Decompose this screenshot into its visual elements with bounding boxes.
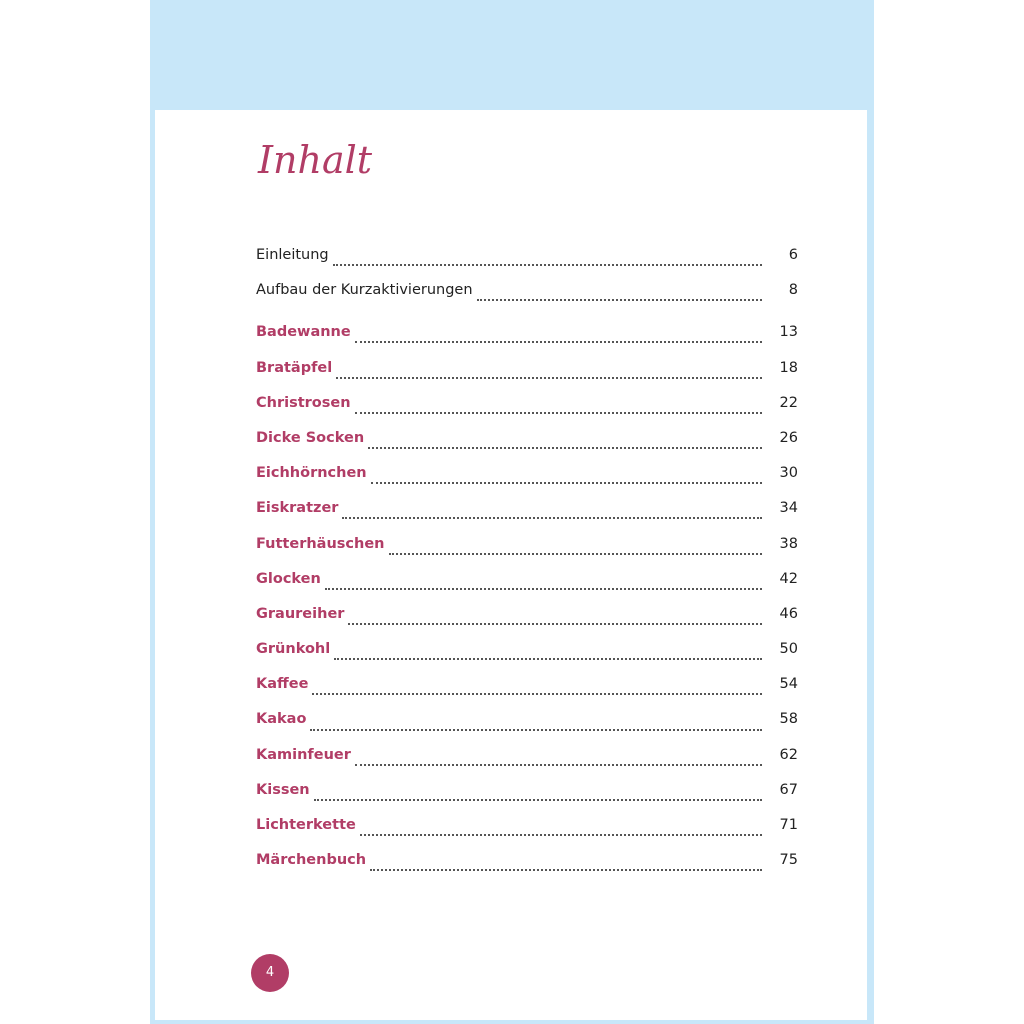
toc-entry-page: 58 [779,711,798,728]
toc-entry-label: Dicke Socken [256,429,365,446]
toc-entry-page: 34 [779,500,798,517]
toc-chapter-entry[interactable] [256,597,798,632]
dot-leader [312,693,762,695]
dot-leader [314,799,762,801]
toc-entry-label: Eiskratzer [256,500,339,517]
dot-leader [348,623,762,625]
dot-leader [336,377,762,379]
toc-entry-label: Einleitung [256,247,329,263]
toc-entry-label: Kakao [256,711,307,728]
toc-chapter-entry[interactable] [256,315,798,350]
toc-chapter-entry[interactable] [256,456,798,491]
dot-leader [371,482,762,484]
toc-entry-page: 26 [779,429,798,446]
toc-chapter-entry[interactable] [256,527,798,562]
dot-leader [355,341,762,343]
content-sheet [155,110,867,1020]
toc-entry-label: Kaminfeuer [256,746,351,763]
toc-chapter-entry[interactable] [256,491,798,526]
toc-entry-page: 18 [779,359,798,376]
toc-intro-entry[interactable] [256,238,798,273]
toc-chapter-entry[interactable] [256,421,798,456]
dot-leader [368,447,762,449]
toc-entry-page: 13 [779,324,798,341]
toc-chapter-entry[interactable] [256,351,798,386]
dot-leader [310,729,762,731]
toc-entry-label: Graureiher [256,605,345,622]
toc-entry-page: 38 [779,535,798,552]
toc-entry-label: Lichterkette [256,817,356,833]
toc-chapter-entry[interactable] [256,738,798,773]
dot-leader [370,869,762,871]
toc-entry-label: Kaffee [256,676,309,693]
toc-chapter-entry[interactable] [256,562,798,597]
dot-leader [355,764,762,766]
dot-leader [360,834,762,836]
toc-entry-page: 42 [779,570,798,587]
toc-chapter-entry[interactable] [256,843,798,878]
toc-chapter-entry[interactable] [256,702,798,737]
dot-leader [333,264,762,266]
toc-intro-entry[interactable] [256,273,798,308]
toc-entry-page: 50 [779,641,798,658]
book-page [150,0,874,1024]
toc-chapter-entry[interactable] [256,808,798,843]
toc-entry-label: Grünkohl [256,641,331,658]
toc-chapter-entry[interactable] [256,667,798,702]
dot-leader [334,658,762,660]
page-number-badge: 4 [251,954,289,992]
toc-chapter-entry[interactable] [256,386,798,421]
dot-leader [342,517,762,519]
toc-entry-label: Christrosen [256,394,351,411]
toc-entry-page: 8 [788,282,798,299]
toc-entry-page: 54 [779,676,798,693]
page-title: Inhalt [258,138,373,182]
toc-entry-label: Bratäpfel [256,359,333,376]
toc-entry-page: 30 [779,465,798,482]
dot-leader [389,553,763,555]
dot-leader [325,588,762,590]
toc-entry-label: Eichhörnchen [256,465,367,482]
toc-entry-label: Kissen [256,781,310,798]
toc-entry-page: 22 [779,394,798,411]
toc-entry-page: 71 [779,817,798,833]
toc-entry-label: Märchenbuch [256,852,367,869]
dot-leader [355,412,762,414]
toc-entry-page: 46 [779,605,798,622]
toc-entry-page: 62 [779,746,798,763]
toc-entry-page: 67 [779,781,798,798]
toc-entry-page: 6 [788,247,798,263]
toc-chapter-entry[interactable] [256,632,798,667]
toc-entry-label: Glocken [256,570,321,587]
table-of-contents [256,238,798,878]
dot-leader [477,299,762,301]
toc-entry-label: Badewanne [256,324,351,341]
toc-entry-label: Futterhäuschen [256,535,385,552]
toc-chapter-entry[interactable] [256,773,798,808]
toc-entry-label: Aufbau der Kurzaktivierungen [256,282,473,299]
toc-entry-page: 75 [779,852,798,869]
